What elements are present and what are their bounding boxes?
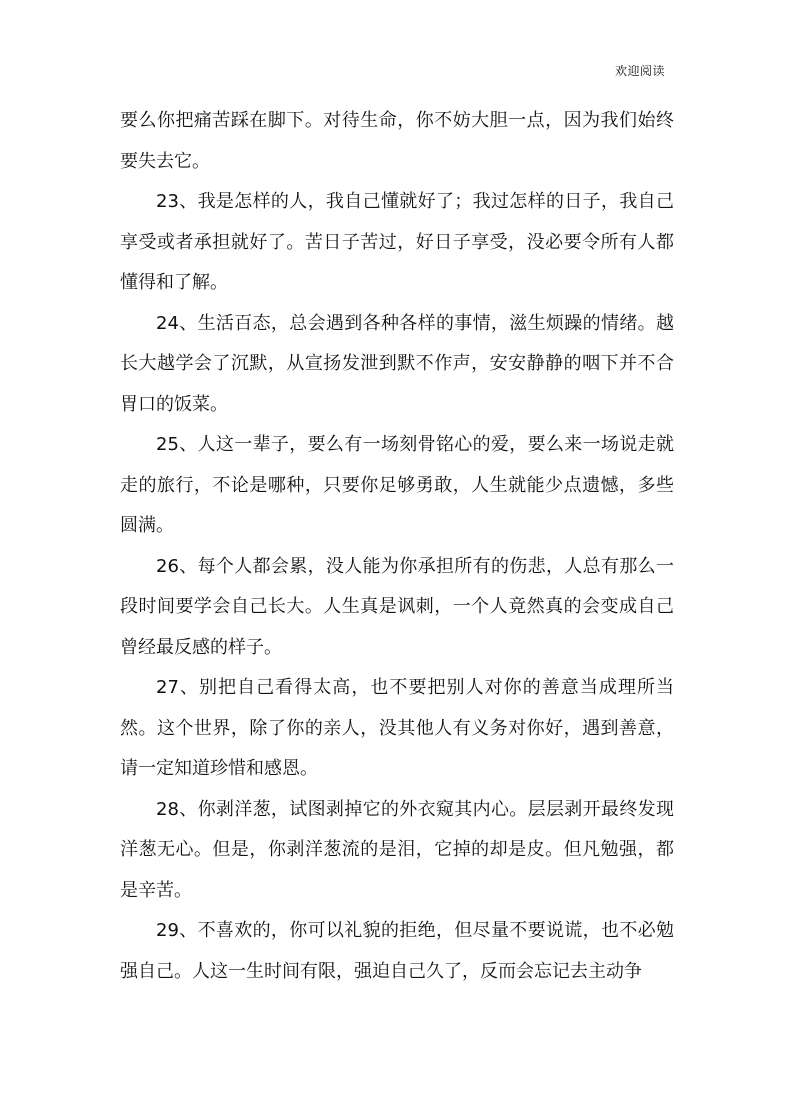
- paragraph-23: 23、我是怎样的人，我自己懂就好了；我过怎样的日子，我自己享受或者承担就好了。苦日子苦过，好日子享受，没必要令所有人都懂得和了解。: [120, 191, 674, 293]
- paragraph-25: 25、人这一辈子，要么有一场刻骨铭心的爱，要么来一场说走就走的旅行，不论是哪种，只要你足够勇敢，人生就能少点遗憾，多些圆满。: [120, 434, 674, 536]
- paragraph-27: 27、别把自己看得太高，也不要把别人对你的善意当成理所当然。这个世界，除了你的亲人，没其他人有义务对你好，遇到善意，请一定知道珍惜和感恩。: [120, 677, 674, 779]
- paragraph-28: 28、你剥洋葱，试图剥掉它的外衣窥其内心。层层剥开最终发现洋葱无心。但是，你剥洋葱流的是泪，它掉的却是皮。但凡勉强，都是辛苦。: [120, 798, 674, 901]
- paragraph-continuation: 要么你把痛苦踩在脚下。对待生命，你不妨大胆一点，因为我们始终要失去它。: [120, 110, 674, 172]
- page-header-label: 欢迎阅读: [614, 64, 665, 78]
- paragraph-24: 24、生活百态，总会遇到各种各样的事情，滋生烦躁的情绪。越长大越学会了沉默，从宣扬发泄到默不作声，安安静静的咽下并不合胃口的饭菜。: [120, 312, 674, 415]
- document-body: [120, 101, 674, 992]
- paragraph-29: 29、不喜欢的，你可以礼貌的拒绝，但尽量不要说谎，也不必勉强自己。人这一生时间有限，强迫自己久了，反而会忘记去主动争: [120, 920, 674, 982]
- paragraph-26: 26、每个人都会累，没人能为你承担所有的伤悲，人总有那么一段时间要学会自己长大。人生真是讽刺，一个人竟然真的会变成自己曾经最反感的样子。: [120, 555, 674, 658]
